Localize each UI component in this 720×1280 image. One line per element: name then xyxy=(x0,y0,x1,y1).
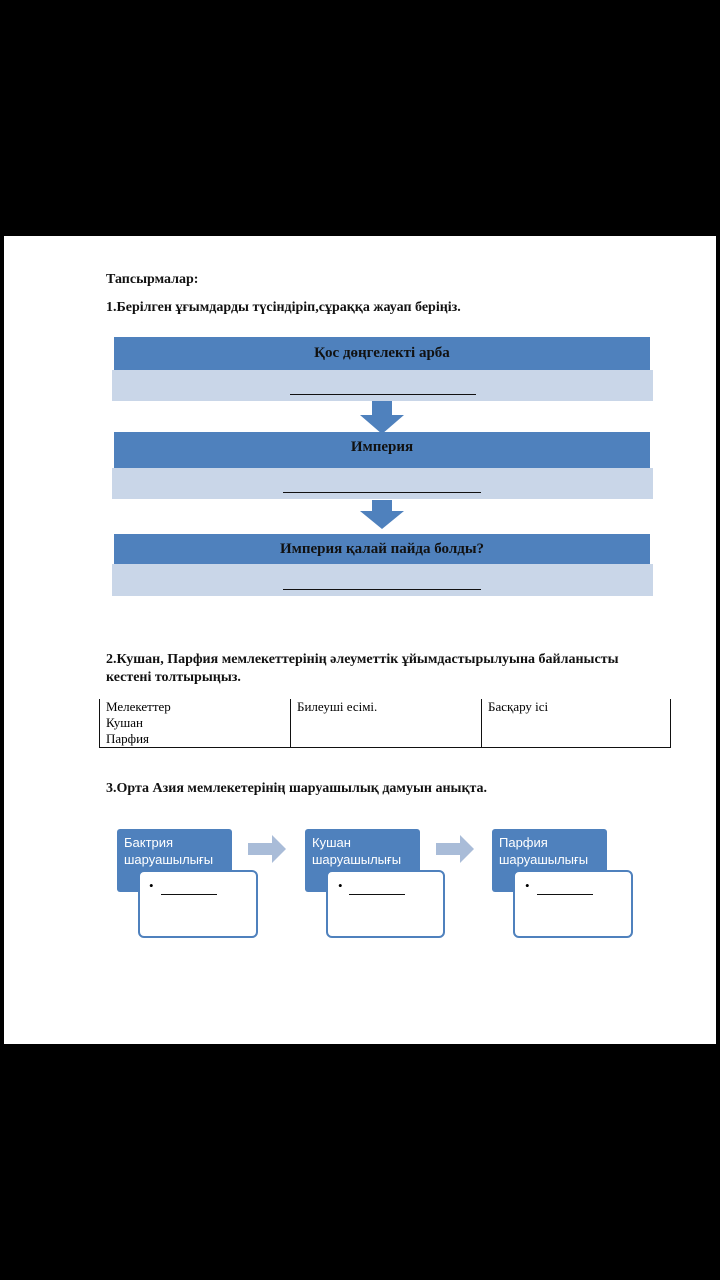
table-header-row xyxy=(100,699,671,715)
answer-line-3[interactable] xyxy=(283,589,481,590)
answer-line[interactable] xyxy=(537,894,593,895)
answer-line[interactable] xyxy=(349,894,405,895)
bullet-icon: • xyxy=(149,878,154,893)
task3-title: 3.Орта Азия мемлекетерінің шаруашылық дамуын анықта. xyxy=(106,781,488,796)
answer-band-3 xyxy=(112,564,653,596)
answer-band-1 xyxy=(112,370,653,401)
answer-line-2[interactable] xyxy=(283,492,481,493)
states-table xyxy=(99,699,671,748)
right-arrow-icon xyxy=(248,835,288,863)
bullet-icon: • xyxy=(338,878,343,893)
document-page xyxy=(4,236,716,1044)
row-kushan: Кушан xyxy=(100,715,291,731)
answer-box-bactria[interactable] xyxy=(138,870,258,938)
down-arrow-icon xyxy=(358,401,406,435)
cell-input[interactable] xyxy=(482,715,671,731)
table-row xyxy=(100,715,671,731)
answer-box-kushan[interactable] xyxy=(326,870,445,938)
task1-title: 1.Берілген ұғымдарды түсіндіріп,сұраққа жауап беріңіз. xyxy=(106,300,461,315)
card-title-parthia: Парфия шаруашылығы xyxy=(492,829,607,892)
down-arrow-icon xyxy=(358,500,406,530)
concept-box-3: Империя қалай пайда болды? xyxy=(114,534,650,564)
header-states: Мелекеттер xyxy=(100,699,291,715)
cell-input[interactable] xyxy=(482,731,671,748)
answer-line[interactable] xyxy=(161,894,217,895)
concept-box-2: Империя xyxy=(114,432,650,468)
cell-input[interactable] xyxy=(291,731,482,748)
task2-title-line1: 2.Кушан, Парфия мемлекеттерінің әлеуметтік ұйымдастырылуына байланысты xyxy=(106,652,619,667)
header-governance: Басқару ісі xyxy=(482,699,671,715)
answer-line-1[interactable] xyxy=(290,394,476,395)
answer-band-2 xyxy=(112,468,653,499)
tasks-heading: Тапсырмалар: xyxy=(106,272,199,287)
bullet-icon: • xyxy=(525,878,530,893)
answer-box-parthia[interactable] xyxy=(513,870,633,938)
cell-input[interactable] xyxy=(291,715,482,731)
table-row xyxy=(100,731,671,748)
card-title-bactria: Бактрия шаруашылығы xyxy=(117,829,232,892)
right-arrow-icon xyxy=(436,835,476,863)
task2-title-line2: кестені толтырыңыз. xyxy=(106,670,241,685)
row-parthia: Парфия xyxy=(100,731,291,748)
card-title-kushan: Кушан шаруашылығы xyxy=(305,829,420,892)
concept-box-1: Қос дөңгелекті арба xyxy=(114,337,650,370)
header-ruler-name: Билеуші есімі. xyxy=(291,699,482,715)
